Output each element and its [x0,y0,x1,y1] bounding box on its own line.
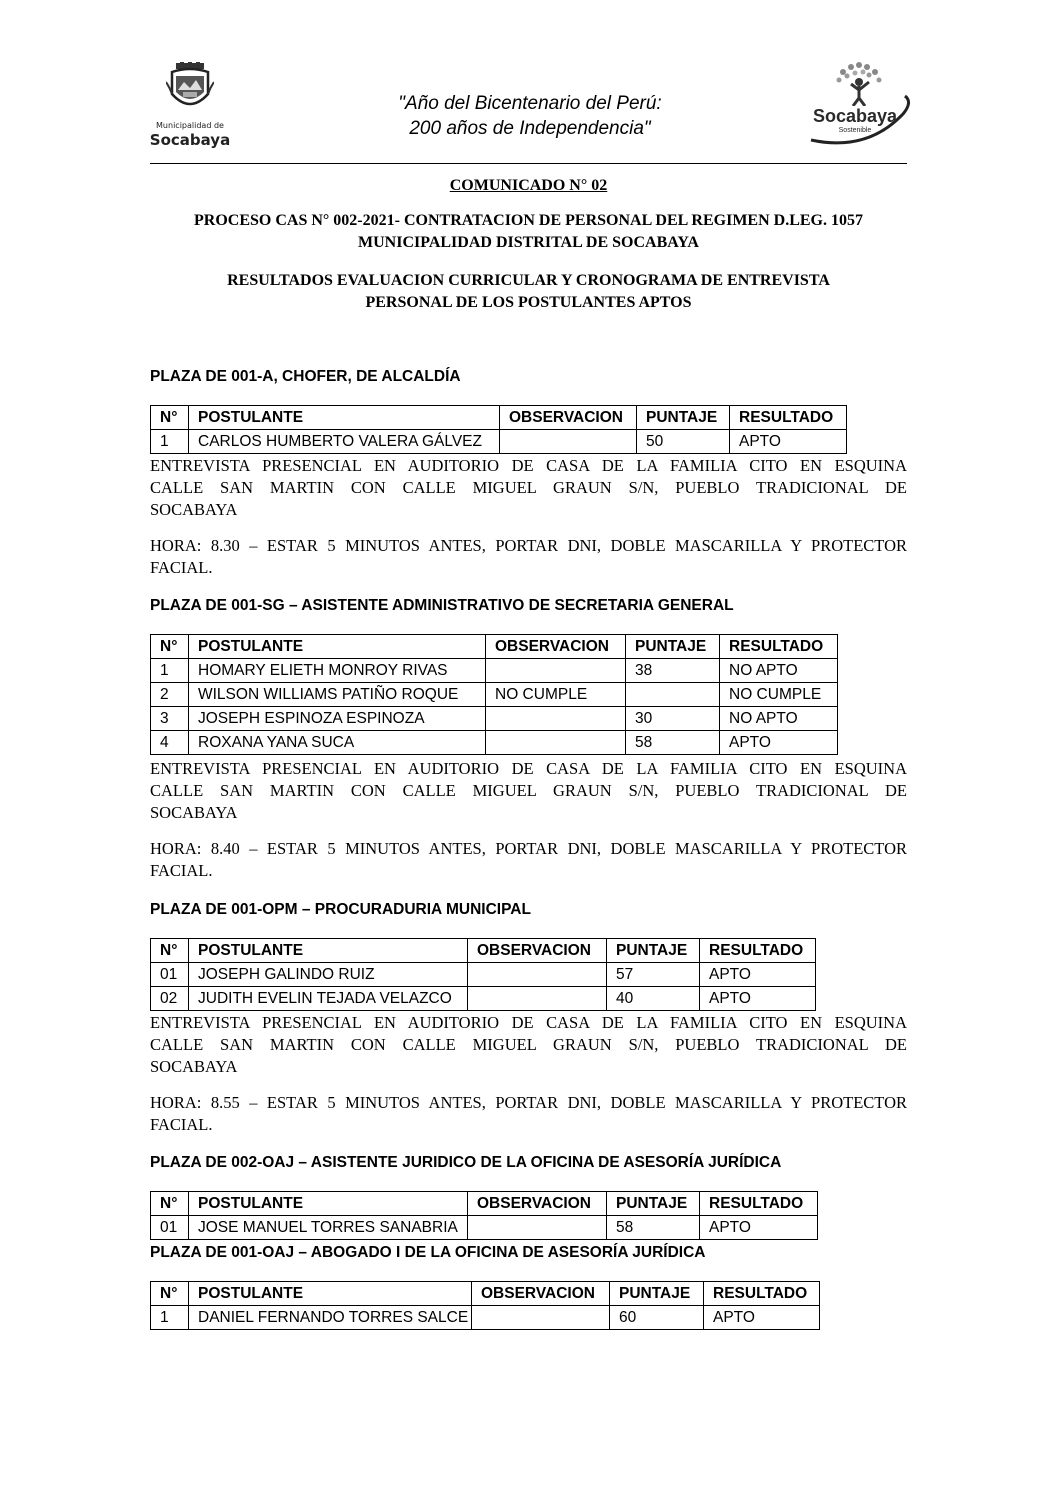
cell-postulante: DANIEL FERNANDO TORRES SALCE [189,1306,472,1330]
col-header: OBSERVACION [468,939,607,963]
interview-time [150,1092,907,1136]
cell-resultado: APTO [720,731,838,755]
address-line-3: SOCABAYA [150,1057,238,1076]
cell-observacion [500,430,637,454]
col-header: N° [151,406,189,430]
cell-puntaje: 57 [607,963,700,987]
cell-puntaje: 30 [626,707,720,731]
table-row [151,1216,818,1240]
slogan-line-2: 200 años de Independencia" [409,118,651,139]
address-line-1: ENTREVISTA PRESENCIAL EN AUDITORIO DE CASA DE LA FAMILIA CITO EN ESQUINA [150,456,907,475]
col-header: POSTULANTE [189,635,486,659]
col-header: PUNTAJE [637,406,730,430]
cell-resultado: APTO [730,430,847,454]
col-header: RESULTADO [700,1192,818,1216]
table-header-row [151,1282,820,1306]
col-header: POSTULANTE [189,1282,472,1306]
table-row [151,430,847,454]
bicentenario-slogan [320,91,740,141]
table-header-row [151,939,816,963]
cell-resultado: APTO [704,1306,820,1330]
results-table [150,1191,818,1240]
logo-brand-sub: Sostenible [838,127,872,134]
cell-postulante: ROXANA YANA SUCA [189,731,486,755]
interview-time [150,838,907,882]
proceso-line-2: MUNICIPALIDAD DISTRITAL DE SOCABAYA [358,234,699,251]
address-line-1: ENTREVISTA PRESENCIAL EN AUDITORIO DE CASA DE LA FAMILIA CITO EN ESQUINA [150,1013,907,1032]
interview-location [150,455,907,521]
col-header: N° [151,939,189,963]
col-header: N° [151,635,189,659]
resultados-line-2: PERSONAL DE LOS POSTULANTES APTOS [365,294,692,311]
table-row [151,659,838,683]
cell-observacion [486,659,626,683]
col-header: PUNTAJE [610,1282,704,1306]
cell-puntaje: 50 [637,430,730,454]
col-header: OBSERVACION [472,1282,610,1306]
results-table [150,634,838,755]
col-header: OBSERVACION [500,406,637,430]
cell-observacion [472,1306,610,1330]
slogan-line-1: "Año del Bicentenario del Perú: [398,93,662,114]
address-line-2: CALLE SAN MARTIN CON CALLE MIGUEL GRAUN S/N, PUEBLO TRADICIONAL DE [150,1035,907,1054]
resultados-line-1: RESULTADOS EVALUACION CURRICULAR Y CRONOGRAMA DE ENTREVISTA [227,272,830,289]
logo-caption-small: Municipalidad de [156,121,224,130]
col-header: PUNTAJE [607,1192,700,1216]
plaza-title: PLAZA DE 002-OAJ – ASISTENTE JURIDICO DE LA OFICINA DE ASESORÍA JURÍDICA [150,1154,782,1171]
col-header: N° [151,1192,189,1216]
cell-resultado: APTO [700,987,816,1011]
col-header: RESULTADO [700,939,816,963]
table-row [151,707,838,731]
results-table [150,938,816,1011]
table-row [151,731,838,755]
cell-postulante: JUDITH EVELIN TEJADA VELAZCO [189,987,468,1011]
table-row [151,683,838,707]
hora-line-2: FACIAL. [150,861,213,880]
cell-number: 1 [151,659,189,683]
address-line-1: ENTREVISTA PRESENCIAL EN AUDITORIO DE CASA DE LA FAMILIA CITO EN ESQUINA [150,759,907,778]
plaza-title: PLAZA DE 001-OPM – PROCURADURIA MUNICIPAL [150,901,531,918]
cell-number: 02 [151,987,189,1011]
cell-puntaje [626,683,720,707]
col-header: POSTULANTE [189,1192,468,1216]
socabaya-sostenible-logo [805,62,915,152]
cell-postulante: HOMARY ELIETH MONROY RIVAS [189,659,486,683]
table-row [151,987,816,1011]
cell-puntaje: 40 [607,987,700,1011]
cell-puntaje: 60 [610,1306,704,1330]
cell-resultado: NO APTO [720,707,838,731]
cell-postulante: JOSEPH ESPINOZA ESPINOZA [189,707,486,731]
cell-number: 1 [151,1306,189,1330]
cell-observacion [468,963,607,987]
header-divider [150,163,907,164]
cell-observacion: NO CUMPLE [486,683,626,707]
plaza-title: PLAZA DE 001-SG – ASISTENTE ADMINISTRATIVO DE SECRETARIA GENERAL [150,597,734,614]
table-header-row [151,1192,818,1216]
col-header: RESULTADO [704,1282,820,1306]
comunicado-title: COMUNICADO N° 02 [449,177,608,194]
hora-line-1: HORA: 8.30 – ESTAR 5 MINUTOS ANTES, PORTAR DNI, DOBLE MASCARILLA Y PROTECTOR [150,536,907,555]
col-header: RESULTADO [730,406,847,430]
col-header: OBSERVACION [468,1192,607,1216]
cell-number: 4 [151,731,189,755]
cell-observacion [468,987,607,1011]
interview-time [150,535,907,579]
resultados-title [150,270,907,314]
address-line-3: SOCABAYA [150,500,238,519]
cell-observacion [486,731,626,755]
cell-postulante: WILSON WILLIAMS PATIÑO ROQUE [189,683,486,707]
interview-location [150,758,907,824]
cell-observacion [486,707,626,731]
plaza-title: PLAZA DE 001-A, CHOFER, DE ALCALDÍA [150,368,461,385]
tree-person-icon [823,62,897,106]
cell-postulante: JOSEPH GALINDO RUIZ [189,963,468,987]
cell-postulante: JOSE MANUEL TORRES SANABRIA [189,1216,468,1240]
cell-puntaje: 38 [626,659,720,683]
table-header-row [151,406,847,430]
hora-line-1: HORA: 8.55 – ESTAR 5 MINUTOS ANTES, PORTAR DNI, DOBLE MASCARILLA Y PROTECTOR [150,1093,907,1112]
table-header-row [151,635,838,659]
logo-caption-big: Socabaya [149,131,231,149]
cell-number: 01 [151,963,189,987]
plaza-title: PLAZA DE 001-OAJ – ABOGADO I DE LA OFICINA DE ASESORÍA JURÍDICA [150,1244,706,1261]
col-header: PUNTAJE [607,939,700,963]
cell-number: 2 [151,683,189,707]
cell-resultado: APTO [700,963,816,987]
col-header: OBSERVACION [486,635,626,659]
municipality-logo [148,62,232,148]
col-header: POSTULANTE [189,939,468,963]
cell-puntaje: 58 [607,1216,700,1240]
interview-location [150,1012,907,1078]
hora-line-1: HORA: 8.40 – ESTAR 5 MINUTOS ANTES, PORTAR DNI, DOBLE MASCARILLA Y PROTECTOR [150,839,907,858]
hora-line-2: FACIAL. [150,558,213,577]
proceso-line-1: PROCESO CAS N° 002-2021- CONTRATACION DE PERSONAL DEL REGIMEN D.LEG. 1057 [194,212,863,229]
cell-number: 3 [151,707,189,731]
col-header: N° [151,1282,189,1306]
address-line-2: CALLE SAN MARTIN CON CALLE MIGUEL GRAUN S/N, PUEBLO TRADICIONAL DE [150,781,907,800]
cell-resultado: APTO [700,1216,818,1240]
col-header: RESULTADO [720,635,838,659]
municipal-seal-icon [166,62,214,112]
cell-resultado: NO CUMPLE [720,683,838,707]
cell-number: 1 [151,430,189,454]
logo-brand-text: Socabaya [812,106,898,126]
table-row [151,963,816,987]
hora-line-2: FACIAL. [150,1115,213,1134]
results-table [150,1281,820,1330]
col-header: PUNTAJE [626,635,720,659]
cell-puntaje: 58 [626,731,720,755]
col-header: POSTULANTE [189,406,500,430]
cell-resultado: NO APTO [720,659,838,683]
cell-observacion [468,1216,607,1240]
table-row [151,1306,820,1330]
cell-postulante: CARLOS HUMBERTO VALERA GÁLVEZ [189,430,500,454]
address-line-3: SOCABAYA [150,803,238,822]
proceso-title [150,210,907,254]
address-line-2: CALLE SAN MARTIN CON CALLE MIGUEL GRAUN S/N, PUEBLO TRADICIONAL DE [150,478,907,497]
results-table [150,405,847,454]
cell-number: 01 [151,1216,189,1240]
